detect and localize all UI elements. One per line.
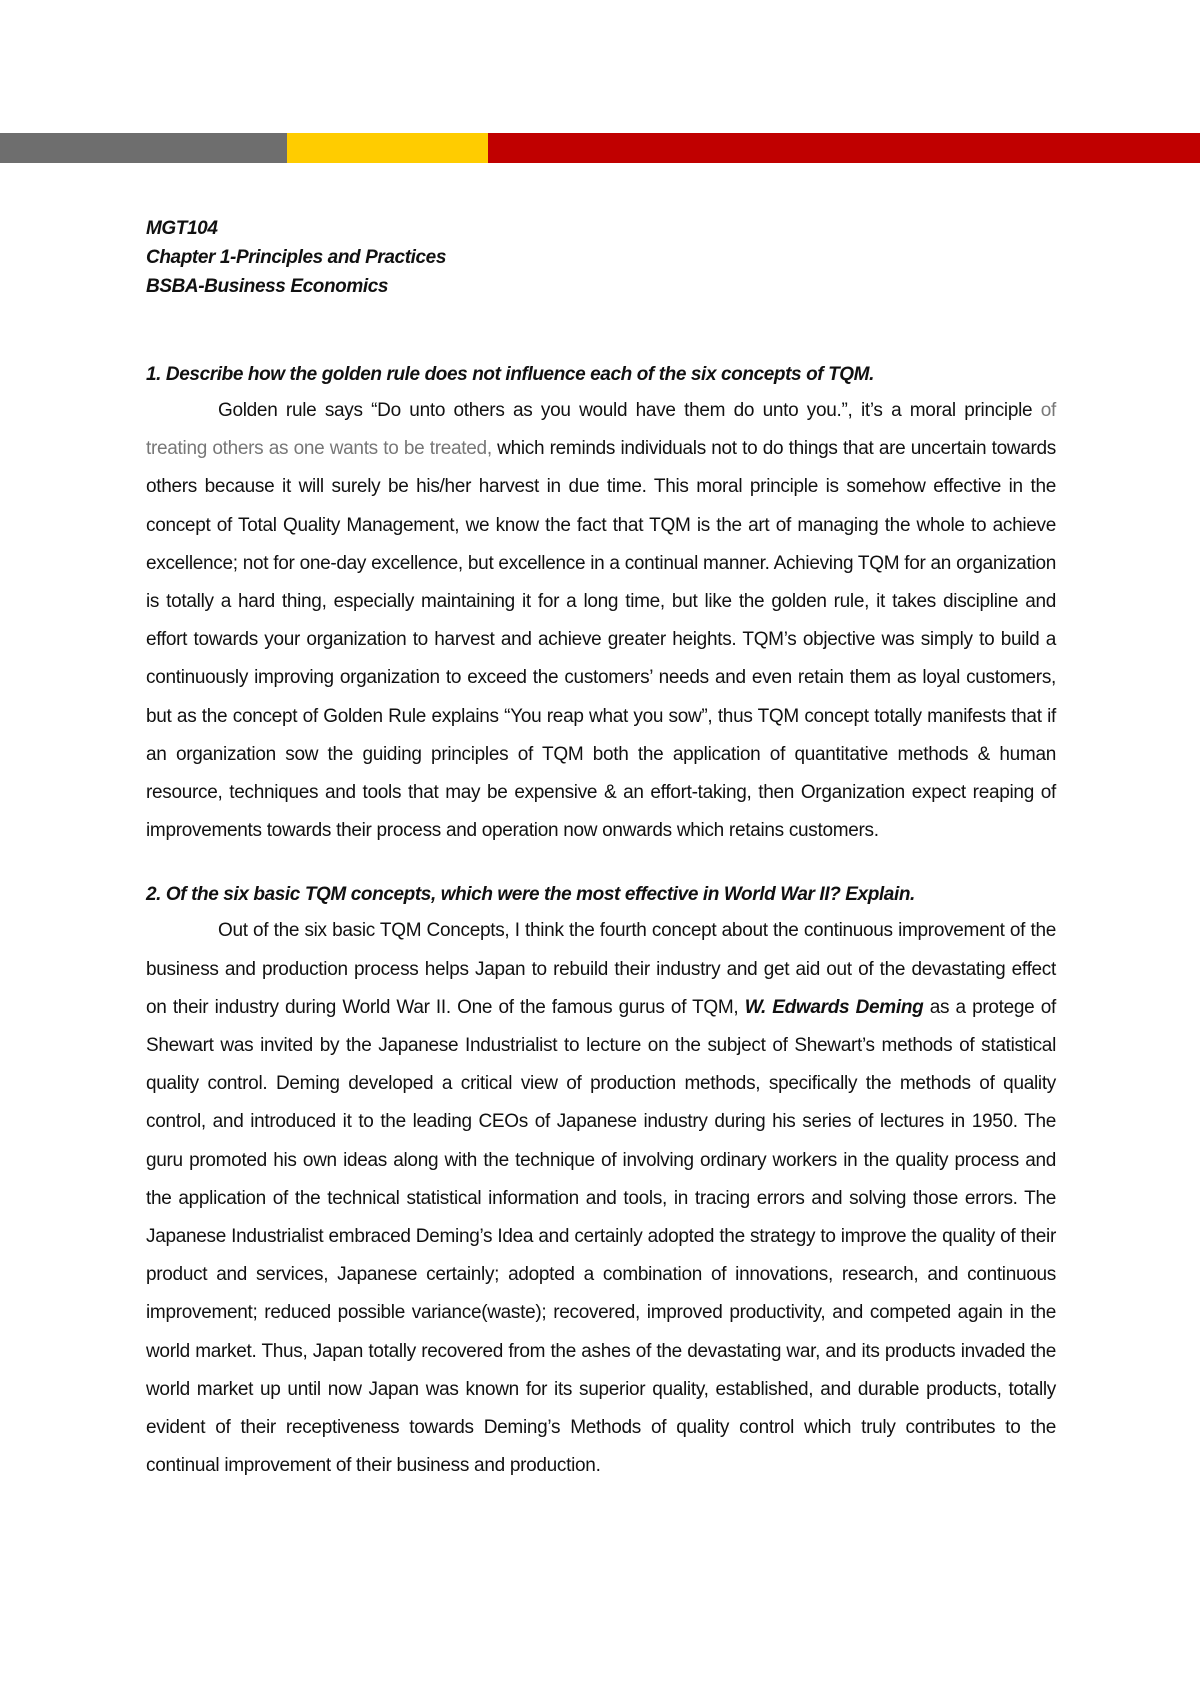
- answer-1-text-a: Golden rule says “Do unto others as you would have them do unto you.”, it’s a moral principle: [218, 400, 1041, 421]
- header-color-bar: [0, 133, 1200, 163]
- document-body: [146, 214, 1056, 1485]
- color-bar-yellow-segment: [287, 133, 488, 163]
- chapter-title: Chapter 1-Principles and Practices: [146, 247, 447, 268]
- answer-1-text-b: which reminds individuals not to do things that are uncertain towards others because it will surely be his/her harvest in due time. This moral principle is somehow effective in the concept of Total Quality Management, we know the fact that TQM is the art of managing the whole to achieve excellence; not for one-day excellence, but excellence in a continual manner. Achieving TQM for an organization is totally a hard thing, especially maintaining it for a long time, but like the golden rule, it takes discipline and effort towards your organization to harvest and achieve greater heights. TQM’s objective was simply to build a continuously improving organization to exceed the customers’ needs and even retain them as loyal customers, but as the concept of Golden Rule explains “You reap what you sow”, thus TQM concept totally manifests that if an organization sow the guiding principles of TQM both the application of quantitative methods & human resource, techniques and tools that may be expensive & an effort-taking, then Organization expect reaping of improvements towards their process and operation now onwards which retains customers.: [146, 438, 1057, 842]
- answer-2-bold-name: W. Edwards Deming: [744, 996, 924, 1018]
- color-bar-red-segment: [488, 133, 1200, 163]
- question-1: 1. Describe how the golden rule does not influence each of the six concepts of TQM.: [146, 364, 874, 385]
- answer-2-text-a: Out of the six basic TQM Concepts, I think the fourth concept about the continuous improvement of the business and production process helps Japan to rebuild their industry and get aid out of the devastating effect on their industry during World War II. One of the famous gurus of TQM,: [146, 920, 1056, 1018]
- answer-1: [146, 392, 1056, 850]
- answer-1-grey-text: of treating others as one wants to be treated,: [146, 400, 1056, 460]
- question-2: 2. Of the six basic TQM concepts, which were the most effective in World War II? Explain.: [146, 884, 915, 906]
- color-bar-gray-segment: [0, 133, 287, 163]
- answer-2: [146, 912, 1056, 1485]
- answer-2-text-b: as a protege of Shewart was invited by the Japanese Industrialist to lecture on the subject of Shewart’s methods of statistical quality control. Deming developed a critical view of production methods, specifically the methods of quality control, and introduced it to the leading CEOs of Japanese industry during his series of lectures in 1950. The guru promoted his own ideas along with the technique of involving ordinary workers in the quality process and the application of the technical statistical information and tools, in tracing errors and solving those errors. The Japanese Industrialist embraced Deming’s Idea and certainly adopted the strategy to improve the quality of their product and services, Japanese certainly; adopted a combination of innovations, research, and continuous improvement; reduced possible variance(waste); recovered, improved productivity, and competed again in the world market. Thus, Japan totally recovered from the ashes of the devastating war, and its products invaded the world market up until now Japan was known for its superior quality, established, and durable products, totally evident of their receptiveness towards Deming’s Methods of quality control which truly contributes to the continual improvement of their business and production.: [146, 996, 1056, 1477]
- program-name: BSBA-Business Economics: [146, 276, 389, 297]
- course-code: MGT104: [146, 218, 218, 239]
